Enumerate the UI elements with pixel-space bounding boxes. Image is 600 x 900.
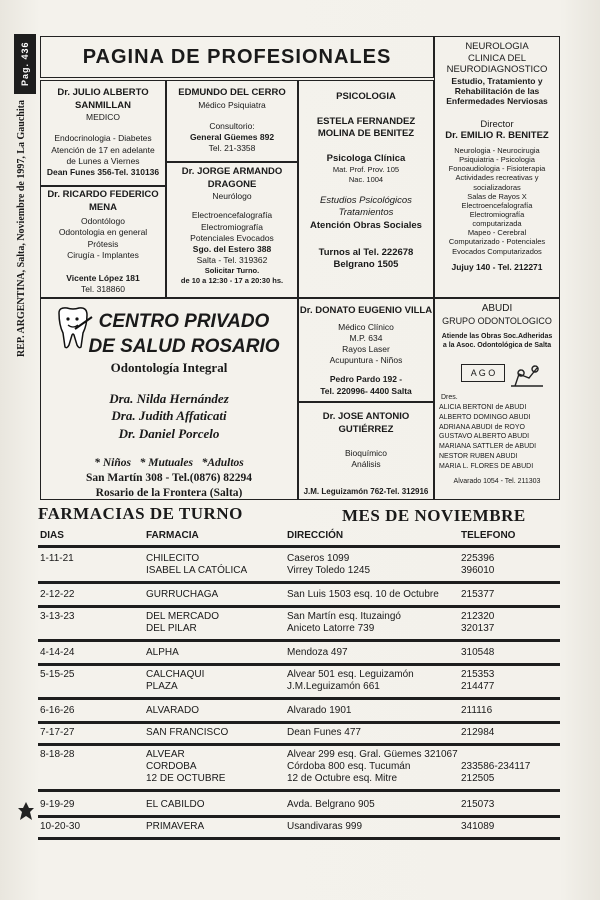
row-direccion: San Martín esq. Ituzaingó <box>287 611 401 622</box>
col-telefono: TELEFONO <box>461 530 516 541</box>
neuro-item-12: Evocados Computarizados <box>452 246 542 256</box>
row-direccion: Alvear 299 esq. Gral. Güemes 321067 <box>287 749 458 760</box>
mena-line-3: Cirugía - Implantes <box>67 249 139 260</box>
row-farmacia: DEL MERCADO <box>146 611 219 622</box>
neuro-item-6: Salas de Rayos X <box>467 191 527 201</box>
row-dias: 10-20-30 <box>40 821 81 832</box>
row-direccion: Virrey Toledo 1245 <box>287 565 371 576</box>
neuro-item-8: Electromiografía <box>469 209 525 219</box>
neuro-item-1: Neurologia - Neurocirugia <box>454 145 540 155</box>
neuro-item-2: Psiquiatria - Psicologia <box>459 155 535 165</box>
psico-mat: Mat. Prof. Prov. 105 <box>332 165 400 175</box>
row-farmacia: ISABEL LA CATÓLICA <box>146 565 248 576</box>
table-rule <box>38 721 560 724</box>
villa-tel: Tel. 220996- 4400 Salta <box>320 385 412 396</box>
abudi-sub-2: a la Asoc. Odontológica de Salta <box>442 341 552 349</box>
row-farmacia: CALCHAQUI <box>146 669 205 680</box>
row-direccion: Alvear 501 esq. Leguizamón <box>287 669 414 680</box>
delcerro-line-1: Consultorio: <box>209 120 255 131</box>
neuro-address: Jujuy 140 - Tel. 212271 <box>451 261 543 272</box>
ad-sanmillan <box>40 80 166 186</box>
row-farmacia: GURRUCHAGA <box>146 589 219 600</box>
row-farmacia: EL CABILDO <box>146 799 205 810</box>
psico-title: PSICOLOGIA <box>336 91 396 102</box>
abudi-name: ALICIA BERTONI de ABUDI <box>439 404 527 411</box>
centro-doctor-2: Dra. Judith Affaticati <box>111 408 227 424</box>
row-dias: 6-16-26 <box>40 705 75 716</box>
neuro-item-3: Fonoaudiologia - Fisioterapia <box>448 164 546 174</box>
dragone-hours: de 10 a 12:30 - 17 a 20:30 hs. <box>180 276 284 286</box>
row-farmacia: ALVEAR <box>146 749 185 760</box>
row-dias: 2-12-22 <box>40 589 75 600</box>
abudi-name: NESTOR RUBEN ABUDI <box>439 452 518 460</box>
sanmillan-role: MEDICO <box>86 112 120 123</box>
villa-address: Pedro Pardo 192 - <box>329 374 403 385</box>
row-telefono: 215353 <box>461 669 495 680</box>
row-direccion: Dean Funes 477 <box>287 727 361 738</box>
neuro-item-5: socializadoras <box>473 182 521 192</box>
abudi-logo <box>435 354 559 394</box>
abudi-title-1: ABUDI <box>481 303 513 314</box>
gutierrez-line-1: Análisis <box>351 459 381 470</box>
row-direccion: J.M.Leguizamón 661 <box>287 681 380 692</box>
dragone-role: Neurólogo <box>212 191 252 202</box>
centro-title-2: DE SALUD ROSARIO <box>88 336 280 358</box>
mena-name-2: MENA <box>89 201 117 213</box>
neuro-item-11: Computarizado - Potenciales <box>448 237 546 247</box>
row-dias: 5-15-25 <box>40 669 75 680</box>
villa-line-2: Acupuntura - Niños <box>329 355 403 366</box>
table-rule <box>38 789 560 792</box>
centro-tags: * Niños * Mutuales *Adultos <box>94 456 244 469</box>
mena-role: Odontólogo <box>81 216 125 227</box>
row-farmacia: CHILECITO <box>146 553 200 564</box>
psico-nac: Nac. 1004 <box>348 175 384 185</box>
abudi-logo-text: A G O <box>461 364 505 382</box>
row-farmacia: PLAZA <box>146 681 178 692</box>
table-rule <box>38 581 560 584</box>
row-telefono: 396010 <box>461 565 495 576</box>
ad-neurologia <box>434 36 560 298</box>
row-telefono: 212505 <box>461 773 495 784</box>
psico-name-2: MOLINA DE BENITEZ <box>317 128 415 140</box>
row-telefono: 320137 <box>461 623 495 634</box>
neuro-sub-2: Rehabilitación de las <box>454 86 540 97</box>
psico-italic-2: Tratamientos <box>338 207 394 219</box>
abudi-name: MARIANA SATTLER de ABUDI <box>439 443 537 451</box>
mena-line-1: Odontologia en general <box>58 227 148 238</box>
neuro-sub-1: Estudio, Tratamiento y <box>451 75 543 86</box>
villa-line-1: Rayos Laser <box>342 343 390 354</box>
abudi-sub-1: Atiende las Obras Soc.Adheridas <box>441 332 553 340</box>
neuro-director-name: Dr. EMILIO R. BENITEZ <box>445 130 549 142</box>
row-telefono: 215073 <box>461 799 495 810</box>
delcerro-tel: Tel. 21-3358 <box>208 143 256 154</box>
table-rule <box>38 743 560 746</box>
neuro-item-7: Electroencefalografía <box>461 200 533 210</box>
row-telefono: 233586-234117 <box>461 761 531 772</box>
ad-mena <box>40 186 166 298</box>
row-farmacia: PRIMAVERA <box>146 821 205 832</box>
abudi-address: Alvarado 1054 - Tel. 211303 <box>453 477 541 485</box>
farmacias-title: FARMACIAS DE TURNO <box>38 504 243 523</box>
row-direccion: Aniceto Latorre 739 <box>287 623 375 634</box>
col-direccion: DIRECCIÓN <box>287 530 344 541</box>
psico-italic-1: Estudios Psicológicos <box>320 194 412 206</box>
row-farmacia: ALVARADO <box>146 705 199 716</box>
centro-doctor-3: Dr. Daniel Porcelo <box>118 425 220 441</box>
abudi-dres: Dres. <box>441 394 458 402</box>
psico-address: Belgrano 1505 <box>333 259 399 271</box>
row-farmacia: 12 DE OCTUBRE <box>146 773 226 784</box>
row-telefono: 211116 <box>461 705 493 716</box>
row-direccion: 12 de Octubre esq. Mitre <box>287 773 398 784</box>
dragone-line-2: Electromiografía <box>201 221 263 232</box>
mena-line-2: Prótesis <box>87 238 119 249</box>
ad-psicologia <box>298 80 434 298</box>
row-farmacia: CORDOBA <box>146 761 197 772</box>
side-line: REP. ARGENTINA, Salta, Noviembre de 1997, La Gauchita <box>16 100 27 357</box>
mascot-icon <box>14 800 38 822</box>
abudi-name: GUSTAVO ALBERTO ABUDI <box>439 433 530 441</box>
dragone-line-3: Potenciales Evocados <box>190 232 274 243</box>
neuro-title-1: NEUROLOGIA <box>465 41 529 52</box>
gutierrez-address: J.M. Leguizamón 762-Tel. 312916 <box>303 486 429 496</box>
row-telefono: 212984 <box>461 727 495 738</box>
row-direccion: Alvarado 1901 <box>287 705 352 716</box>
psico-turnos: Turnos al Tel. 222678 <box>318 246 414 258</box>
sanmillan-name-2: SANMILLAN <box>75 99 131 111</box>
row-dias: 9-19-29 <box>40 799 75 810</box>
table-rule <box>38 697 560 700</box>
gutierrez-name-1: Dr. JOSE ANTONIO <box>322 411 410 422</box>
dragone-city: Salta - Tel. 319362 <box>196 255 268 266</box>
sanmillan-line-1: Endocrinologia - Diabetes <box>54 133 152 144</box>
row-direccion: Caseros 1099 <box>287 553 350 564</box>
mena-address: Vicente López 181 <box>66 272 140 283</box>
dragone-line-1: Electroencefalografía <box>191 210 273 221</box>
side-strip <box>14 34 36 694</box>
ad-centro-rosario <box>40 298 298 500</box>
psico-role: Psicologa Clínica <box>326 152 406 164</box>
neuro-director-label: Director <box>480 118 514 130</box>
dragone-address: Sgo. del Estero 388 <box>192 243 272 254</box>
delcerro-address: General Güemes 892 <box>189 131 275 142</box>
ad-dragone <box>166 162 298 298</box>
table-rule <box>38 837 560 840</box>
row-dias: 3-13-23 <box>40 611 75 622</box>
neuro-item-10: Mapeo - Cerebral <box>467 228 527 238</box>
sanmillan-name-1: Dr. JULIO ALBERTO <box>57 87 149 98</box>
villa-name: Dr. DONATO EUGENIO VILLA <box>299 305 433 316</box>
row-direccion: Mendoza 497 <box>287 647 348 658</box>
ad-villa <box>298 298 434 402</box>
neuro-sub-3: Enfermedades Nerviosas <box>446 96 548 107</box>
row-telefono: 310548 <box>461 647 495 658</box>
neuro-item-4: Actividades recreativas y <box>455 173 539 183</box>
table-rule <box>38 663 560 666</box>
row-telefono: 214477 <box>461 681 495 692</box>
neuro-title-2: CLINICA DEL <box>467 52 527 64</box>
row-telefono: 215377 <box>461 589 495 600</box>
dental-chair-icon <box>507 356 547 392</box>
ad-del-cerro <box>166 80 298 162</box>
abudi-title-2: GRUPO ODONTOLOGICO <box>442 315 552 326</box>
gutierrez-name-2: GUTIÉRREZ <box>338 423 394 435</box>
row-telefono: 341089 <box>461 821 495 832</box>
row-dias: 1-11-21 <box>40 553 74 564</box>
abudi-name: ADRIANA ABUDI de ROYO <box>439 423 525 431</box>
abudi-name: MARIA L. FLORES DE ABUDI <box>439 462 534 470</box>
header-title-box <box>40 36 434 78</box>
row-direccion: Avda. Belgrano 905 <box>287 799 375 810</box>
centro-address: San Martín 308 - Tel.(0876) 82294 <box>85 471 253 484</box>
mena-tel: Tel. 318860 <box>81 284 125 295</box>
table-rule <box>38 639 560 642</box>
row-dias: 7-17-27 <box>40 727 75 738</box>
row-direccion: San Luis 1503 esq. 10 de Octubre <box>287 589 439 600</box>
row-dias: 8-18-28 <box>40 749 75 760</box>
row-direccion: Córdoba 800 esq. Tucumán <box>287 761 411 772</box>
row-farmacia: SAN FRANCISCO <box>146 727 229 738</box>
abudi-name: ALBERTO DOMINGO ABUDI <box>439 413 531 421</box>
villa-mp: M.P. 634 <box>349 332 383 343</box>
villa-role: Médico Clínico <box>338 321 394 332</box>
table-rule <box>38 545 560 548</box>
row-dias: 4-14-24 <box>40 647 75 658</box>
ad-gutierrez <box>298 402 434 500</box>
centro-title-1: CENTRO PRIVADO <box>98 311 270 332</box>
delcerro-role: Médico Psiquiatra <box>198 99 266 110</box>
table-rule <box>38 815 560 818</box>
centro-subtitle: Odontología Integral <box>110 360 228 376</box>
tooth-logo <box>53 305 93 351</box>
neuro-title-3: NEURODIAGNOSTICO <box>446 64 548 76</box>
header-title: PAGINA DE PROFESIONALES <box>82 45 392 68</box>
centro-doctor-1: Dra. Nilda Hernández <box>109 391 229 407</box>
psico-obras: Atención Obras Sociales <box>310 219 422 231</box>
row-telefono: 225396 <box>461 553 495 564</box>
centro-city: Rosario de la Frontera (Salta) <box>95 487 243 500</box>
row-direccion: Usandivaras 999 <box>287 821 363 832</box>
dragone-name-1: Dr. JORGE ARMANDO <box>181 166 283 177</box>
psico-name-1: ESTELA FERNANDEZ <box>316 115 416 127</box>
sanmillan-address: Dean Funes 356-Tel. 310136 <box>46 166 160 177</box>
row-farmacia: DEL PILAR <box>146 623 197 634</box>
ad-abudi <box>434 298 560 500</box>
sanmillan-line-3: de Lunes a Viernes <box>66 155 140 166</box>
page-tag: Pag. 436 <box>14 34 36 94</box>
mena-name-1: Dr. RICARDO FEDERICO <box>47 189 159 200</box>
dragone-name-2: DRAGONE <box>207 178 257 190</box>
col-farmacia: FARMACIA <box>146 530 199 541</box>
neuro-item-9: computarizada <box>472 219 522 229</box>
delcerro-name: EDMUNDO DEL CERRO <box>178 87 286 98</box>
row-farmacia: ALPHA <box>146 647 179 658</box>
col-dias: DIAS <box>40 530 64 541</box>
farmacias-month: MES DE NOVIEMBRE <box>342 506 526 525</box>
row-telefono: 212320 <box>461 611 495 622</box>
gutierrez-role: Bioquímico <box>344 448 388 459</box>
table-rule <box>38 605 560 608</box>
sanmillan-line-2: Atención de 17 en adelante <box>51 144 155 155</box>
dragone-line-4: Solicitar Turno. <box>204 266 260 276</box>
